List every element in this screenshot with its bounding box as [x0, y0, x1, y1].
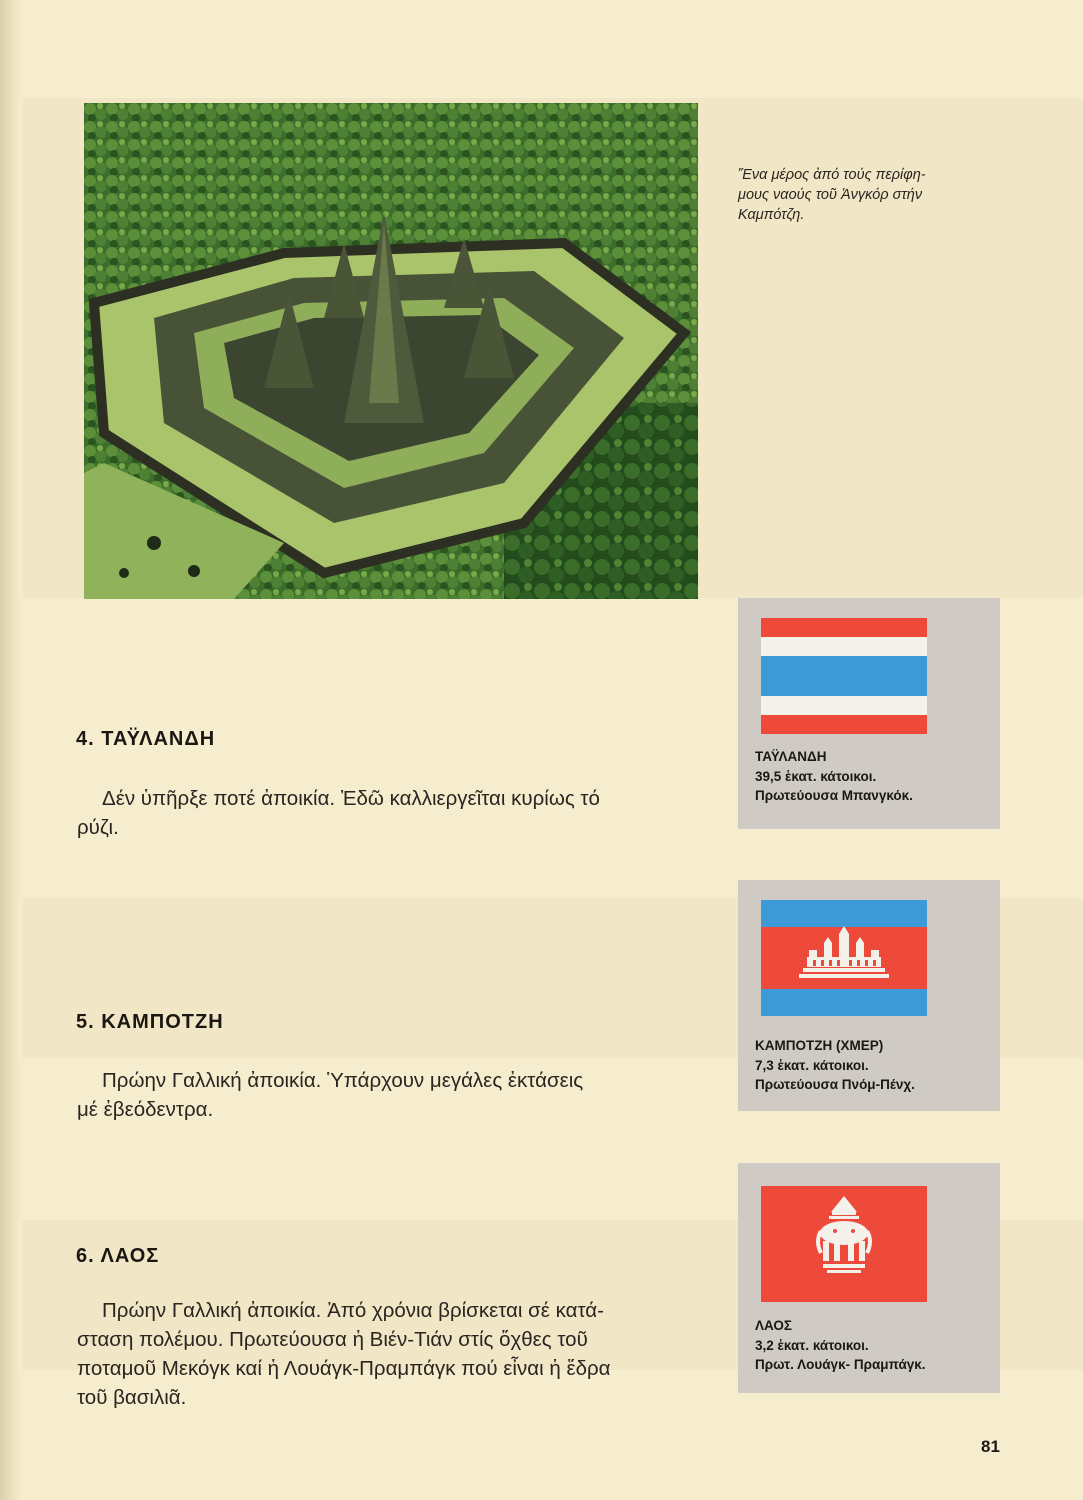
page-number: 81: [981, 1437, 1000, 1456]
section-title-laos: 6. ΛΑΟΣ: [76, 1245, 160, 1267]
flag-stripe-red: [761, 715, 927, 734]
caption-line: μους ναούς τοῦ Ἀνγκόρ στήν: [738, 187, 923, 203]
body-line: ποταμοῦ Μεκόγκ καί ἡ Λουάγκ-Πραμπάγκ πού εἶναι ἡ ἕδρα: [77, 1357, 611, 1380]
flag-stripe-red: [761, 618, 927, 637]
body-line: σταση πολέμου. Πρωτεύουσα ἡ Βιέν-Τιάν στίς ὄχθες τοῦ: [77, 1328, 588, 1351]
body-line: τοῦ βασιλιᾶ.: [77, 1386, 187, 1409]
section-title-thailand: 4. ΤΑΫΛΑΝΔΗ: [76, 728, 216, 750]
population: 39,5 ἑκατ. κάτοικοι.: [755, 768, 877, 784]
section-body-cambodia: [77, 1066, 699, 1124]
flag-stripe-white: [761, 637, 927, 656]
section-body-thailand: [77, 784, 699, 842]
flag-card-thailand: [738, 598, 1000, 829]
section-title-cambodia: 5. ΚΑΜΠΟΤΖΗ: [76, 1011, 224, 1033]
flag-stripe-blue: [761, 989, 927, 1016]
population: 7,3 ἑκατ. κάτοικοι.: [755, 1057, 869, 1073]
flag-card-text: [755, 1316, 926, 1375]
body-line: Πρώην Γαλλική ἀποικία. Ἀπό χρόνια βρίσκεται σέ κατά-: [102, 1299, 604, 1322]
cambodia-flag: [761, 900, 927, 1016]
body-line: Πρώην Γαλλική ἀποικία. Ὑπάρχουν μεγάλες ἐκτάσεις: [102, 1069, 584, 1092]
section-body-laos: [77, 1296, 699, 1412]
capital: Πρωτ. Λουάγκ- Πραμπάγκ.: [755, 1357, 926, 1372]
photo-caption: [738, 165, 1000, 225]
flag-card-cambodia: [738, 880, 1000, 1111]
caption-line: Ἕνα μέρος ἀπό τούς περίφη-: [738, 167, 926, 183]
flag-card-laos: [738, 1163, 1000, 1393]
country-name: ΛΑΟΣ: [755, 1318, 792, 1333]
country-name: ΚΑΜΠΟΤΖΗ (ΧΜΕΡ): [755, 1038, 884, 1053]
capital: Πρωτεύουσα Μπανγκόκ.: [755, 788, 913, 803]
population: 3,2 ἑκατ. κάτοικοι.: [755, 1337, 869, 1353]
page-spine-shadow: [0, 0, 22, 1500]
flag-stripe-blue: [761, 900, 927, 927]
laos-flag: [761, 1186, 927, 1302]
caption-line: Καμπότζη.: [738, 207, 805, 223]
body-line: ρύζι.: [77, 816, 119, 839]
thailand-flag: [761, 618, 927, 734]
country-name: ΤΑΫΛΑΝΔΗ: [755, 749, 827, 764]
flag-card-text: [755, 1036, 915, 1095]
body-line: μέ ἐβεόδεντρα.: [77, 1098, 214, 1121]
flag-stripe-white: [761, 696, 927, 715]
capital: Πρωτεύουσα Πνόμ-Πένχ.: [755, 1077, 915, 1092]
flag-stripe-blue: [761, 656, 927, 696]
angkor-temple-photo: [84, 103, 698, 599]
flag-card-text: [755, 747, 913, 806]
body-line: Δέν ὑπῆρξε ποτέ ἀποικία. Ἐδῶ καλλιεργεῖται κυρίως τό: [102, 787, 600, 810]
